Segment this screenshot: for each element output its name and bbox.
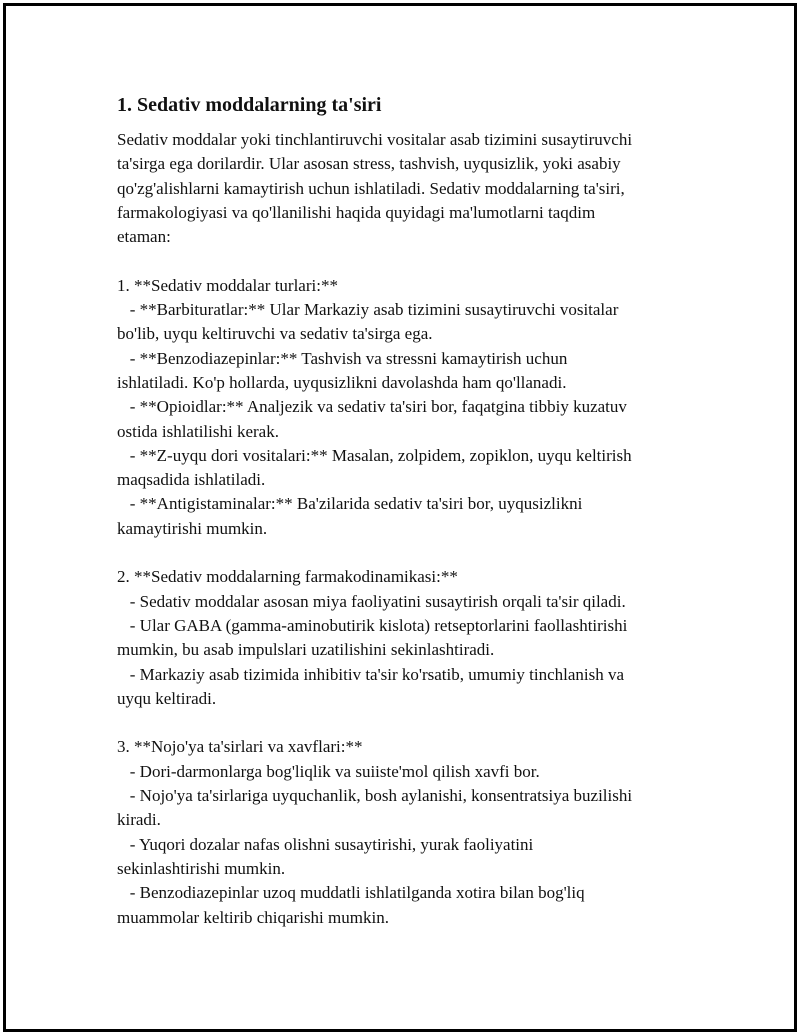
document-content xyxy=(117,92,687,930)
document-title: 1. Sedativ moddalarning ta'siri xyxy=(117,94,382,116)
document-body: Sedativ moddalar yoki tinchlantiruvchi vositalar asab tizimini susaytiruvchi ta'sirga ega dorilardir. Ular asosan stress, tashvish, uyqusizlik, yoki asabiy qo'zg'alishlarni kamaytirish uchun ishlatiladi. Sedativ moddalarning ta'siri, farmakologiyasi va qo'llanilishi haqida quyidagi ma'lumotlarni taqdim etaman: 1. **Sedativ moddalar turlari:** - **Barbituratlar:** Ular Markaziy asab tizimini susaytiruvchi vositalar bo'lib, uyqu keltiruvchi va sedativ ta'sirga ega. - **Benzodiazepinlar:** Tashvish va stressni kamaytirish uchun ishlatiladi. Ko'p hollarda, uyqusizlikni davolashda ham qo'llanadi. - **Opioidlar:** Analjezik va sedativ ta'siri bor, faqatgina tibbiy kuzatuv ostida ishlatilishi kerak. - **Z-uyqu dori vositalari:** Masalan, zolpidem, zopiklon, uyqu keltirish maqsadida ishlatiladi. - **Antigistaminalar:** Ba'zilarida sedativ ta'siri bor, uyqusizlikni kamaytirishi mumkin. 2. **Sedativ moddalarning farmakodinamikasi:** - Sedativ moddalar asosan miya faoliyatini susaytirish orqali ta'sir qiladi. - Ular GABA (gamma-aminobutirik kislota) retseptorlarini faollashtirishi mumkin, bu asab impulslari uzatilishini sekinlashtiradi. - Markaziy asab tizimida inhibitiv ta'sir ko'rsatib, umumiy tinchlanish va uyqu keltiradi. 3. **Nojo'ya ta'sirlari va xavflari:** - Dori-darmonlarga bog'liqlik va suiiste'mol qilish xavfi bor. - Nojo'ya ta'sirlariga uyquchanlik, bosh aylanishi, konsentratsiya buzilishi kiradi. - Yuqori dozalar nafas olishni susaytirishi, yurak faoliyatini sekinlashtirishi mumkin. - Benzodiazepinlar uzoq muddatli ishlatilganda xotira bilan bog'liq muammolar keltirib chiqarishi mumkin. xyxy=(117,130,633,927)
